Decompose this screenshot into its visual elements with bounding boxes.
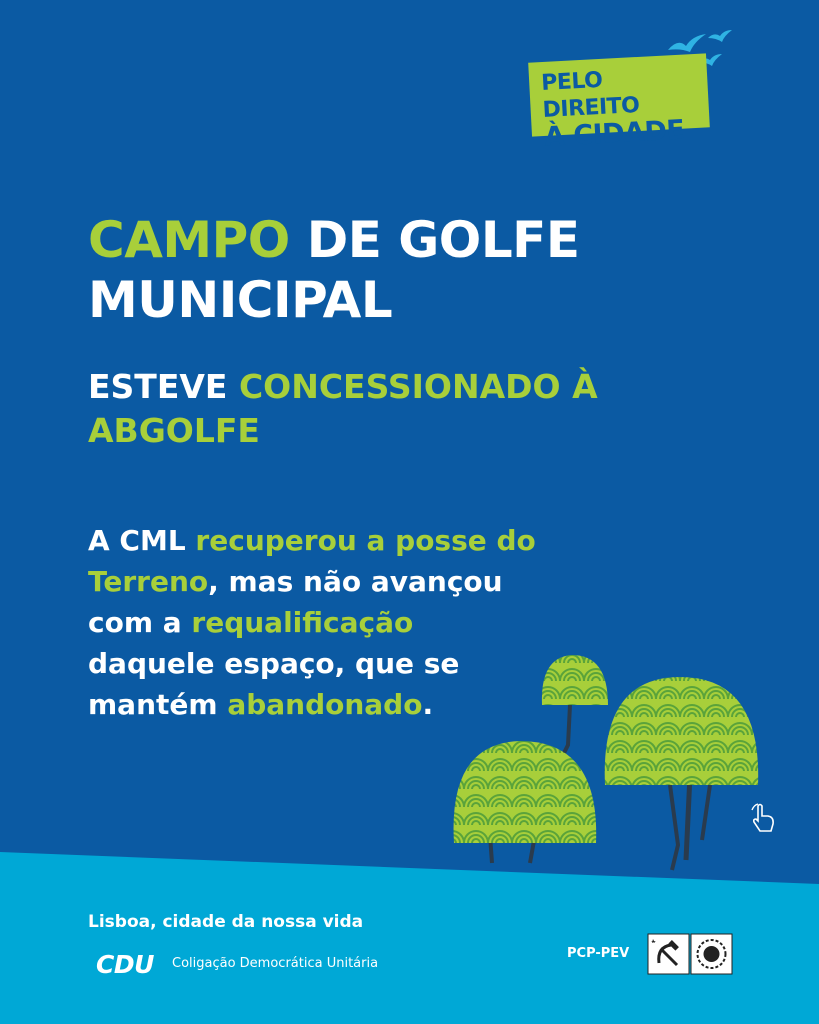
title-rest: DE GOLFE MUNICIPAL (88, 211, 580, 329)
title-highlight: CAMPO (88, 211, 290, 269)
body-highlight-3: abandonado (227, 688, 423, 721)
badge-line1: PELO DIREITO (540, 67, 641, 123)
tree-icon (440, 645, 770, 875)
page-title (88, 210, 768, 330)
party-label: PCP-PEV (567, 946, 630, 961)
cdu-logo: CDU (96, 950, 154, 979)
subtitle-plain: ESTEVE (88, 367, 239, 406)
body-part-4: . (422, 688, 434, 721)
badge-text (541, 62, 705, 151)
body-part-2: , mas não avançou com a (88, 565, 503, 639)
party-symbols (647, 933, 733, 975)
body-part-1: A CML (88, 524, 196, 557)
body-highlight-1: recuperou a posse do Terreno (88, 524, 536, 598)
subtitle-highlight: CONCESSIONADO À ABGOLFE (88, 367, 598, 450)
body-highlight-2: requalificação (191, 606, 414, 639)
tagline: Lisboa, cidade da nossa vida (88, 912, 364, 932)
badge (528, 53, 710, 153)
body-part-3: daquele espaço, que se mantém (88, 647, 460, 721)
coalition-name: Coligação Democrática Unitária (172, 956, 379, 971)
badge-line2: À CIDADE (543, 114, 686, 153)
hand-pointer-icon (748, 802, 778, 834)
hammer-sickle-icon (648, 934, 689, 974)
sunflower-icon (691, 934, 732, 974)
subtitle (88, 365, 738, 453)
